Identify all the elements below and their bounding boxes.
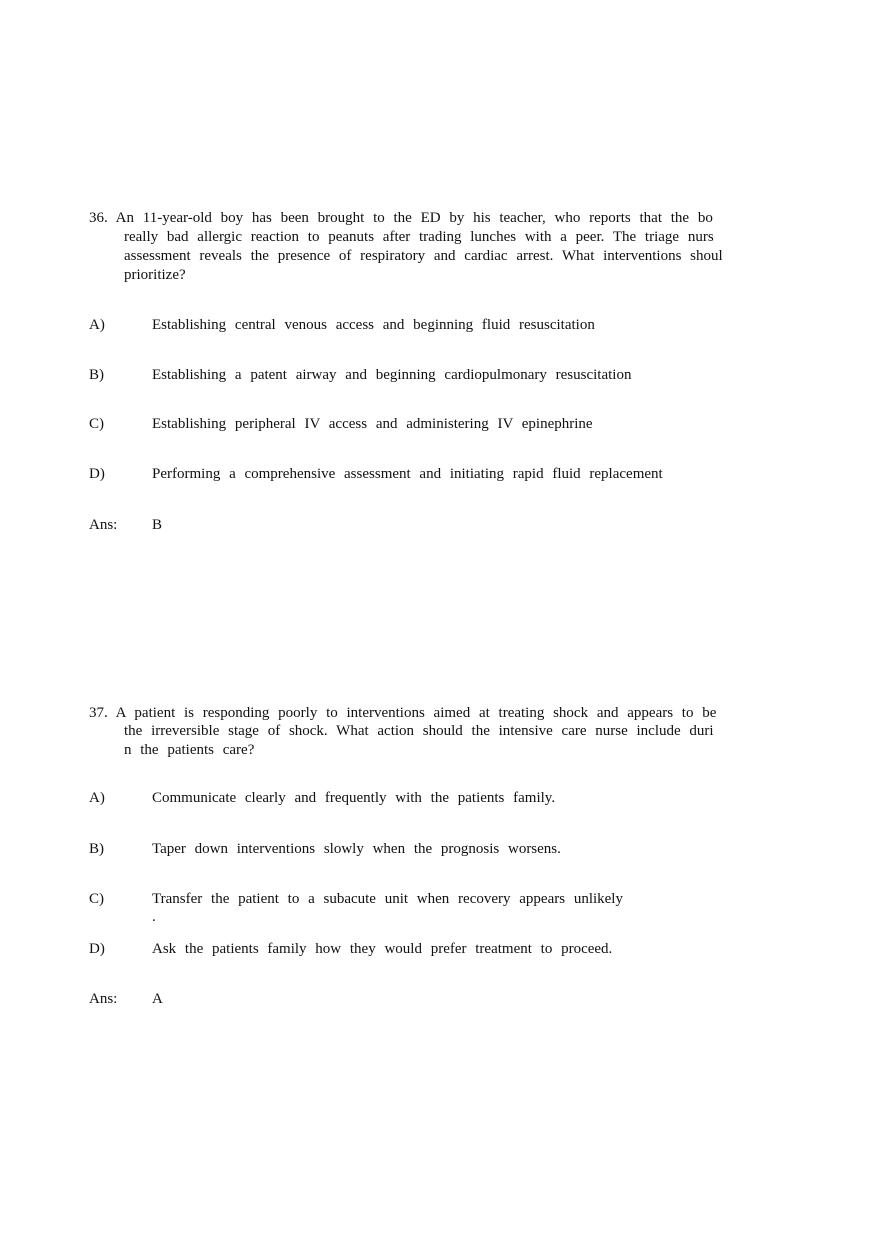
option-text: Taper down interventions slowly when the prognosis worsens. <box>152 841 561 857</box>
option-label: D) <box>89 941 105 957</box>
option-label: C) <box>89 891 104 907</box>
option-text-continuation: . <box>152 909 156 925</box>
option-label: C) <box>89 416 104 432</box>
option-label: B) <box>89 841 104 857</box>
answer-value: B <box>152 517 163 533</box>
option-text: Transfer the patient to a subacute unit when recovery appears unlikely <box>152 891 623 907</box>
question-stem-line: really bad allergic reaction to peanuts after trading lunches with a peer. The triage nurs <box>124 229 714 245</box>
question-stem-line: assessment reveals the presence of respiratory and cardiac arrest. What interventions shoul <box>124 248 723 264</box>
option-label: D) <box>89 466 105 482</box>
question-stem-line: the irreversible stage of shock. What action should the intensive care nurse include duri <box>124 723 714 739</box>
question-stem-line: prioritize? <box>124 267 186 283</box>
option-text: Performing a comprehensive assessment and initiating rapid fluid replacement <box>152 466 663 482</box>
option-text: Communicate clearly and frequently with the patients family. <box>152 790 556 806</box>
option-label: A) <box>89 790 105 806</box>
answer-label: Ans: <box>89 517 118 533</box>
option-text: Establishing a patent airway and beginning cardiopulmonary resuscitation <box>152 367 632 383</box>
question-stem-line: n the patients care? <box>124 742 255 758</box>
option-text: Ask the patients family how they would prefer treatment to proceed. <box>152 941 613 957</box>
answer-value: A <box>152 991 163 1007</box>
option-label: B) <box>89 367 104 383</box>
question-stem-line: 37. A patient is responding poorly to interventions aimed at treating shock and appears to be <box>89 705 717 721</box>
option-text: Establishing peripheral IV access and administering IV epinephrine <box>152 416 593 432</box>
option-text: Establishing central venous access and beginning fluid resuscitation <box>152 317 595 333</box>
option-label: A) <box>89 317 105 333</box>
answer-label: Ans: <box>89 991 118 1007</box>
question-stem-line: 36. An 11-year-old boy has been brought to the ED by his teacher, who reports that the bo <box>89 210 713 226</box>
